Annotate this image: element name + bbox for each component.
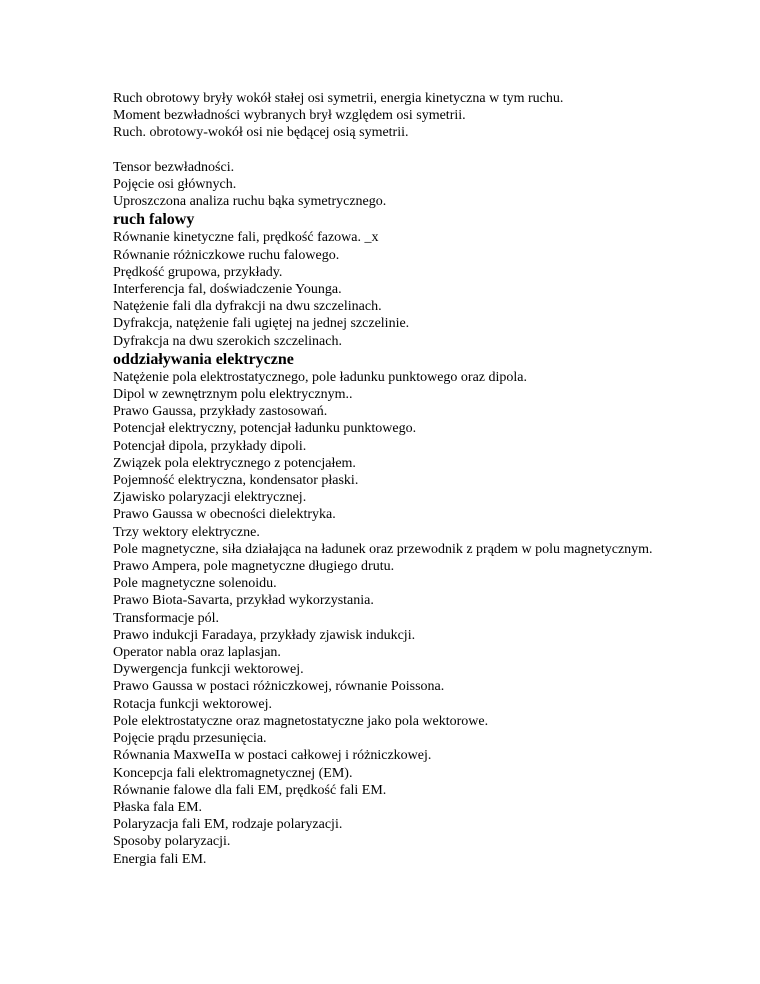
text-line: Rotacja funkcji wektorowej. (113, 696, 273, 712)
text-line: Prawo Gaussa w postaci różniczkowej, równanie Poissona. (113, 679, 445, 695)
text-line: Równanie różniczkowe ruchu falowego. (113, 247, 340, 263)
text-line: Równania MaxweIIa w postaci całkowej i różniczkowej. (113, 748, 432, 764)
section-heading-electric: oddziaływania elektryczne (113, 350, 294, 368)
text-line: Pojęcie prądu przesunięcia. (113, 731, 267, 747)
text-line: Polaryzacja fali EM, rodzaje polaryzacji. (113, 817, 343, 833)
text-line: Dyfrakcja, natężenie fali ugiętej na jednej szczelinie. (113, 316, 410, 332)
text-line: Prawo Gaussa, przykłady zastosowań. (113, 404, 328, 420)
text-line: Prawo Gaussa w obecności dielektryka. (113, 507, 336, 523)
text-line: Ruch. obrotowy-wokół osi nie będącej osią symetrii. (113, 125, 409, 141)
text-line: Prawo indukcji Faradaya, przykłady zjawisk indukcji. (113, 627, 416, 643)
blank-line (113, 142, 713, 159)
text-line: Pole elektrostatyczne oraz magnetostatyczne jako pola wektorowe. (113, 713, 489, 729)
text-line: Natężenie fali dla dyfrakcji na dwu szczelinach. (113, 299, 382, 315)
text-line: Energia fali EM. (113, 851, 207, 867)
text-line: Prawo Ampera, pole magnetyczne długiego drutu. (113, 559, 395, 575)
wave-list (113, 229, 713, 349)
text-line: Interferencja fal, doświadczenie Younga. (113, 282, 342, 298)
text-line: Dywergencja funkcji wektorowej. (113, 662, 304, 678)
text-line: Pole magnetyczne solenoidu. (113, 576, 277, 592)
text-line: Płaska fala EM. (113, 799, 203, 815)
text-line: Równanie kinetyczne fali, prędkość fazowa. _x (113, 230, 379, 246)
text-line: Prawo Biota-Savarta, przykład wykorzystania. (113, 593, 374, 609)
text-line: Dyfrakcja na dwu szerokich szczelinach. (113, 333, 342, 349)
text-line: Moment bezwładności wybranych brył względem osi symetrii. (113, 108, 466, 124)
text-line: Transformacje pól. (113, 610, 220, 626)
text-line: Potencjał elektryczny, potencjał ładunku punktowego. (113, 421, 417, 437)
text-line: Sposoby polaryzacji. (113, 834, 231, 850)
text-line: Tensor bezwładności. (113, 159, 235, 175)
text-line: Prędkość grupowa, przykłady. (113, 264, 283, 280)
document-page (113, 90, 713, 868)
intro-block-b (113, 159, 713, 211)
text-line: Pojęcie osi głównych. (113, 177, 237, 192)
text-line: Związek pola elektrycznego z potencjałem. (113, 455, 356, 471)
section-heading-wave: ruch falowy (113, 211, 195, 229)
text-line: Trzy wektory elektryczne. (113, 524, 260, 540)
intro-block-a (113, 90, 713, 142)
text-line: Pole magnetyczne, siła działająca na ładunek oraz przewodnik z prądem w polu magnetycznym. (113, 541, 653, 557)
text-line: Natężenie pola elektrostatycznego, pole ładunku punktowego oraz dipola. (113, 369, 528, 385)
text-line: Koncepcja fali elektromagnetycznej (EM). (113, 765, 353, 781)
text-line: Ruch obrotowy bryły wokół stałej osi symetrii, energia kinetyczna w tym ruchu. (113, 91, 564, 106)
text-line: Zjawisko polaryzacji elektrycznej. (113, 490, 307, 506)
text-line: Uproszczona analiza ruchu bąka symetrycznego. (113, 194, 387, 210)
text-line: Operator nabla oraz laplasjan. (113, 645, 281, 661)
text-line: Pojemność elektryczna, kondensator płaski. (113, 473, 359, 489)
text-line: Dipol w zewnętrznym polu elektrycznym.. (113, 387, 353, 403)
text-line: Potencjał dipola, przykłady dipoli. (113, 438, 307, 454)
electric-list (113, 369, 713, 868)
text-line: Równanie falowe dla fali EM, prędkość fali EM. (113, 782, 387, 798)
